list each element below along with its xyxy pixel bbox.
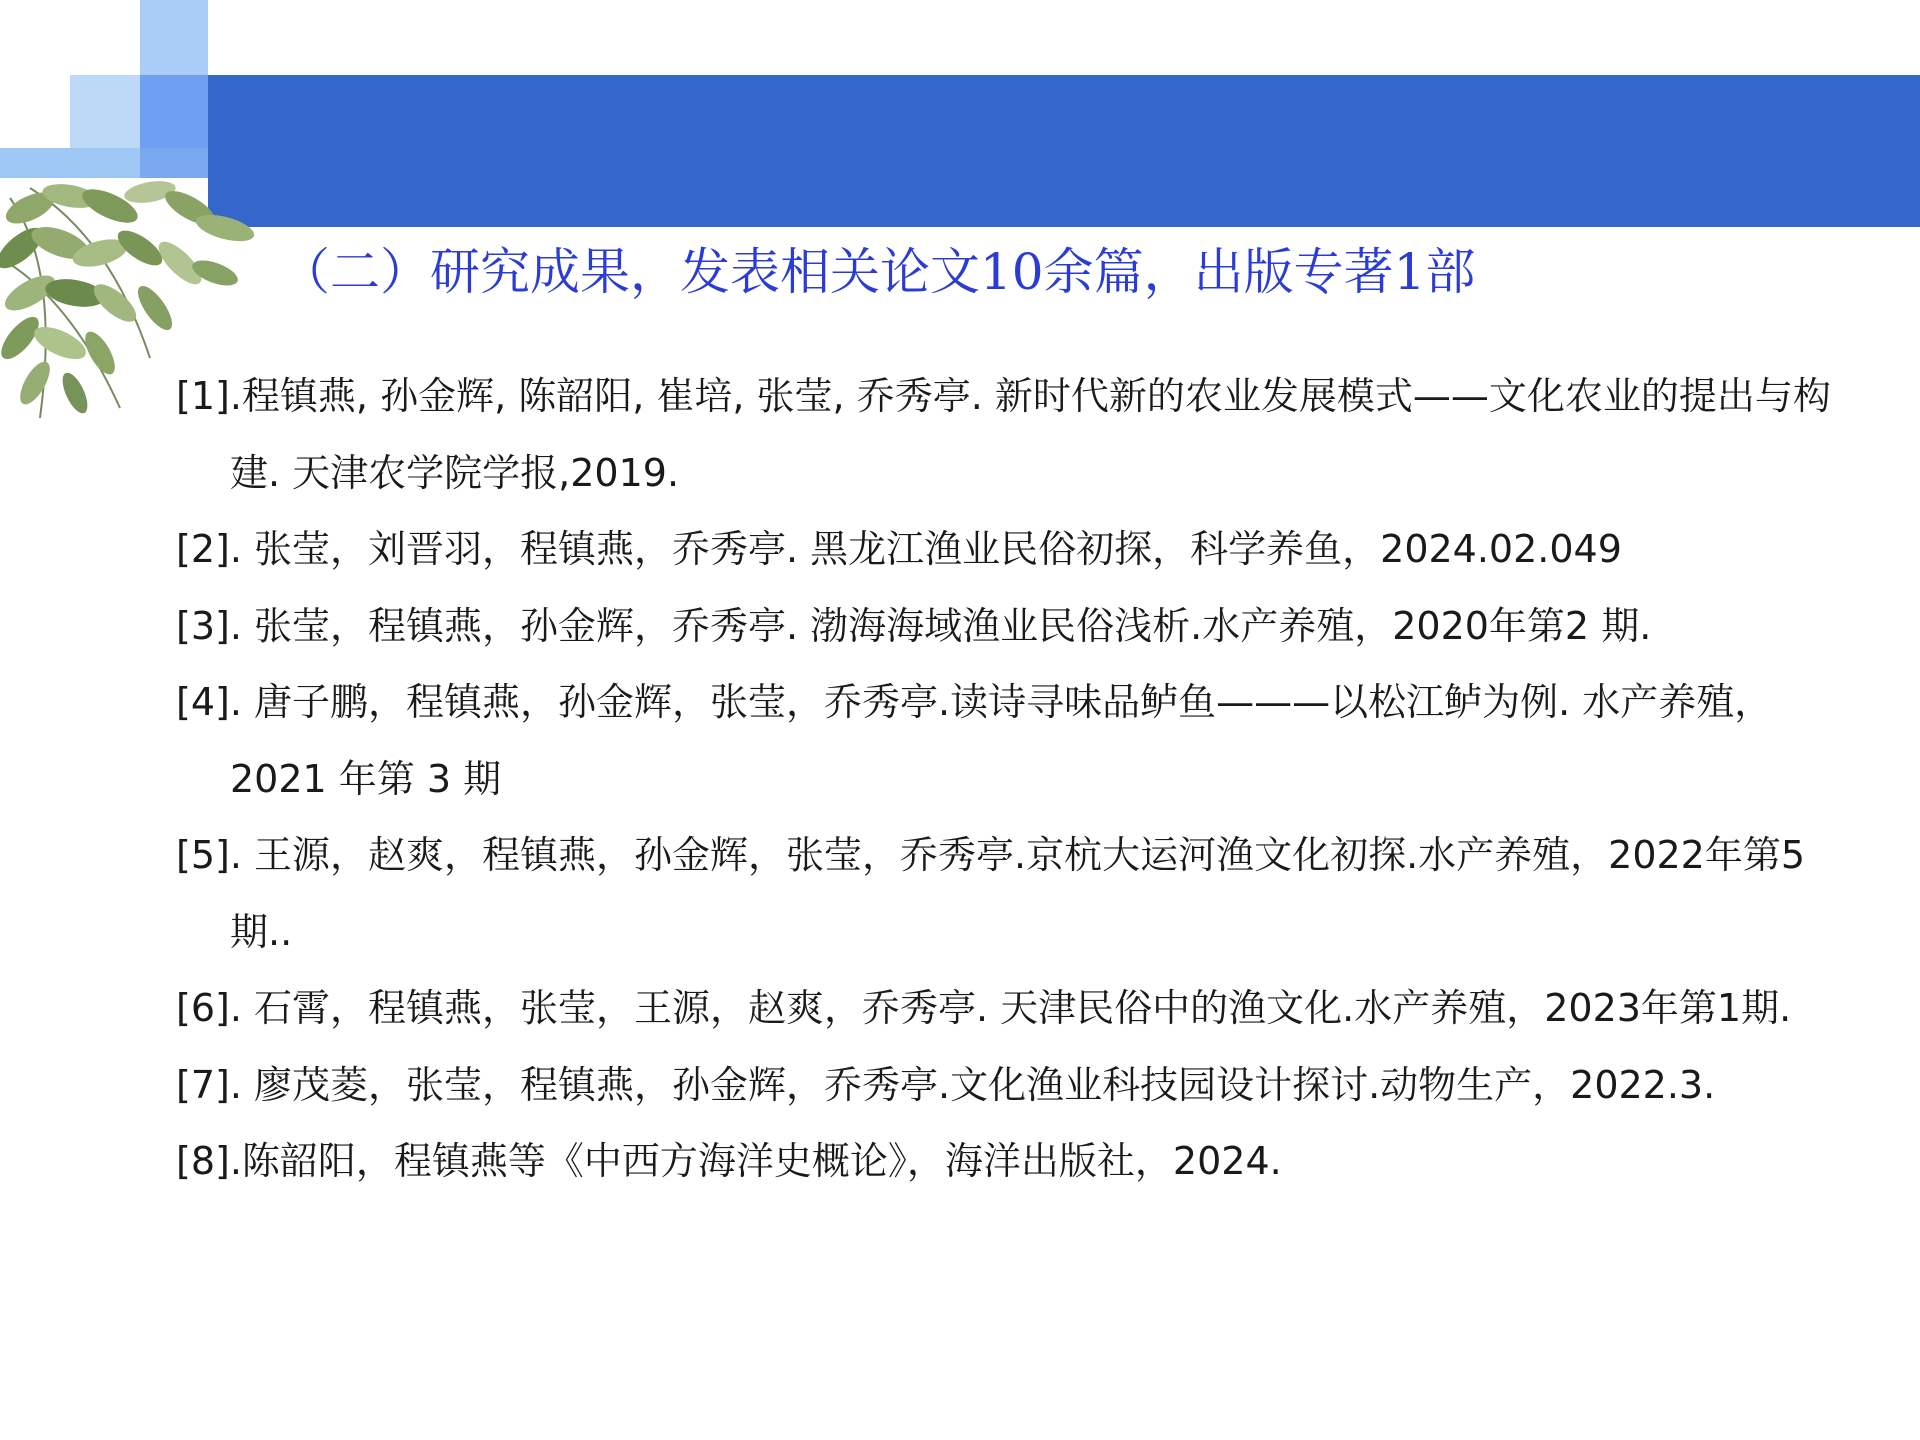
section-title: （二）研究成果，发表相关论文10余篇，出版专著1部	[280, 243, 1476, 301]
reference-item: [7]. 廖茂菱，张莹，程镇燕，孙金辉，乔秀亭.文化渔业科技园设计探讨.动物生产，2022.3.	[176, 1062, 1716, 1107]
decorative-square-bottom-left	[0, 148, 140, 178]
reference-item: [6]. 石霄，程镇燕，张莹，王源，赵爽，乔秀亭. 天津民俗中的渔文化.水产养殖，2023年第1期.	[176, 986, 1792, 1030]
reference-item: [4]. 唐子鹏，程镇燕，孙金辉，张莹，乔秀亭.读诗寻味品鲈鱼———以松江鲈为例. 水产养殖，2021 年第 3 期	[176, 680, 1773, 801]
reference-item: [8].陈韶阳，程镇燕等《中西方海洋史概论》，海洋出版社，2024.	[176, 1139, 1282, 1183]
decorative-square-bottom	[140, 148, 208, 178]
reference-item: [2]. 张莹，刘晋羽，程镇燕，乔秀亭. 黑龙江渔业民俗初探，科学养鱼，2024.02.049	[176, 527, 1622, 571]
reference-item: [3]. 张莹，程镇燕，孙金辉，乔秀亭. 渤海海域渔业民俗浅析.水产养殖，2020年第2 期.	[176, 603, 1652, 648]
reference-item: [5]. 王源，赵爽，程镇燕，孙金辉，张莹，乔秀亭.京杭大运河渔文化初探.水产养殖，2022年第5期..	[176, 833, 1806, 954]
decorative-square-center	[140, 75, 208, 148]
decorative-square-left	[70, 75, 140, 148]
decorative-square-top	[140, 0, 208, 75]
reference-list	[176, 358, 1866, 1200]
reference-item: [1].程镇燕, 孙金辉, 陈韶阳, 崔培, 张莹, 乔秀亭. 新时代新的农业发展模式——文化农业的提出与构建. 天津农学院学报,2019.	[176, 374, 1831, 495]
header-band	[208, 75, 1920, 227]
